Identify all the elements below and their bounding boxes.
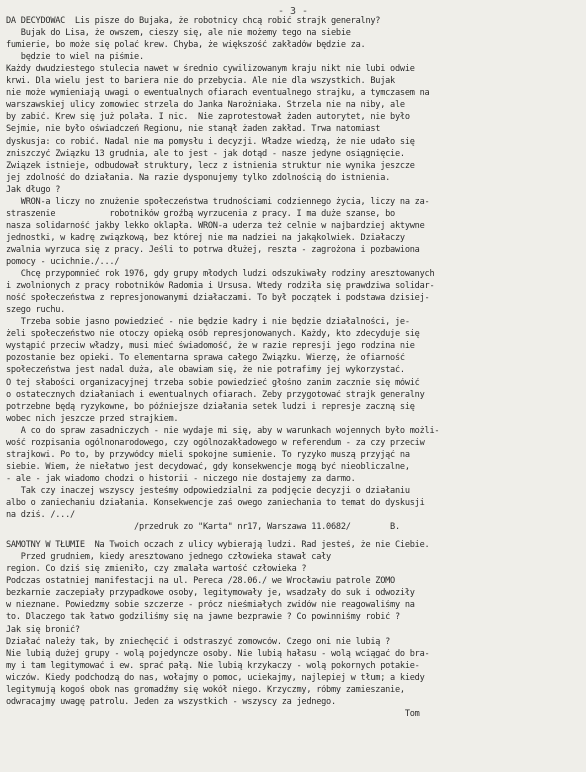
text-line: wość rozpisania ogólnonarodowego, czy ogólnozakładowego w referendum - za czy przeciw [6, 437, 425, 448]
text-line: Chcę przypomnieć rok 1976, gdy grupy młodych ludzi odszukiwały rodziny aresztowanych [6, 269, 435, 280]
text-line: pomocy - ucichnie./.../ [6, 257, 120, 267]
text-line: warszawskiej ulicy zomowiec strzela do Janka Narożniaka. Strzela nie na niby, ale [6, 100, 405, 111]
text-line: wiczów. Kiedy podchodzą do nas, wołajmy o pomoc, uciekajmy, najlepiej w tłum; a kiedy [6, 672, 425, 683]
text-line: my i tam legitymować i ew. sprać pałą. Nie lubią krzykaczy - wolą pokornych potakie- [6, 660, 420, 671]
text-line: szego ruchu. [6, 305, 66, 316]
text-line: O tej słabości organizacyjnej trzeba sobie powiedzieć głośno zanim zacznie się mówić [6, 377, 420, 388]
text-line: Bujak do Lisa, że owszem, cieszy się, ale nie możemy tego na siebie [6, 28, 351, 39]
text-line: Przed grudniem, kiedy aresztowano jednego człowieka stawał cały [6, 552, 331, 563]
text-line: DA DECYDOWAĆ Lis pisze do Bujaka, że robotnicy chcą robić strajk generalny? [6, 16, 381, 26]
text-line: straszenie robotników groźbą wyrzucenia z pracy. I ma duże szanse, bo [6, 208, 395, 219]
text-line: nie może wymieniają uwagi o ewentualnych ofiarach eventualnego strajku, a tymczasem na [6, 88, 430, 99]
text-line: to. Dlaczego tak łatwo godziliśmy się na jawne bezprawie ? Co powinniśmy robić ? [6, 612, 400, 623]
text-line: - ale - jak wiadomo chodzi o historii - niczego nie dostajemy za darmo. [6, 473, 356, 484]
text-line: legitymują kogoś obok nas gromadźmy się wokół niego. Krzyczmy, róbmy zamieszanie, [6, 684, 405, 695]
text-line: zniszczyć Związku 13 grudnia, ale to jest - jak dotąd - nasze jedyne osiągnięcie. [6, 148, 405, 159]
text-line: Sejmie, nie było oświadczeń Regionu, nie stanął żaden zakład. Trwa natomiast [6, 124, 381, 135]
text-line: by zabić. Krew się już polała. I nic. Nie zaprotestował żaden autorytet, nie było [6, 112, 410, 123]
text-line: WRON-a liczy no znużenie społeczeństwa trudnościami codziennego życia, liczy na za- [6, 196, 430, 207]
text-line: żeli społeczeństwo nie otoczy opieką osób represjonowanych. Każdy, kto zdecyduje się [6, 329, 420, 340]
text-line: krwi. Dla wielu jest to bariera nie do przebycia. Ale nie dla wszystkich. Bujak [6, 76, 395, 87]
text-line: pozostanie bez opieki. To elementarna sprawa całego Związku. Wierzę, że ofiarność [6, 353, 405, 364]
text-line: dyskusja: co robić. Nadal nie ma pomysłu i decyzji. Władze wiedzą, że nie udało się [6, 136, 415, 147]
text-line: społeczeństwa jest nadal duża, ale obawiam się, że nie potrafimy jej wykorzystać. [6, 365, 405, 376]
text-line: Związek istnieje, odbudował struktury, lecz z istnienia struktur nie wynika jeszcze [6, 160, 415, 171]
text-line: Podczas ostatniej manifestacji na ul. Pereca /28.06./ we Wrocławiu patrole ZOMO [6, 576, 395, 587]
text-line: nasza solidarność jakby lekko oklapła. WRON-a uderza też celnie w najbardziej aktywne [6, 220, 425, 231]
text-line: bezkarnie zaczepiały przypadkowe osoby, legitymowały je, wsadzały do suk i odwoziły [6, 588, 415, 599]
text-line: Trzeba sobie jasno powiedzieć - nie będzie kadry i nie będzie działalności, je- [6, 317, 410, 328]
text-line: Działać należy tak, by zniechęcić i odstraszyć zomowców. Czego oni nie lubią ? [6, 636, 391, 647]
text-line: wystąpić przeciw władzy, musi mieć świadomość, że w razie represji jego rodzina nie [6, 341, 415, 352]
text-line: albo o zaniechaniu działania. Konsekwencje zaś owego zaniechania to temat do dyskusji [6, 498, 425, 508]
text-line: ność społeczeństwa z represjonowanymi działaczami. To był początek i podstawa dzisiej- [6, 293, 430, 304]
text-line: o ostatecznych działaniach i ewentualnych ofiarach. Żeby przygotować strajk generalny [6, 389, 425, 400]
text-line: fumierie, bo może się polać krew. Chyba, że większość zakładów będzie za. [6, 40, 366, 51]
text-line: Jak się bronić? [6, 624, 80, 635]
text-line: Tak czy inaczej wszyscy jesteśmy odpowiedzialni za podjęcie decyzji o działaniu [6, 485, 410, 496]
text-line: A co do spraw zasadniczych - nie wydaje mi się, aby w warunkach wojennych było możli- [6, 425, 440, 436]
text-line: i zwolnionych z pracy robotników Radomia i Ursusa. Wtedy rodziła się prawdziwa solidar- [6, 281, 435, 292]
text-line: Nie lubią dużej grupy - wolą pojedyncze osoby. Nie lubią hałasu - wolą wciągać do bra- [6, 648, 430, 659]
text-line: w nieznane. Powiedzmy sobie szczerze - prócz nieśmiałych zwidów nie reagowaliśmy na [6, 600, 415, 611]
text-line: Każdy dwudziestego stulecia nawet w średnio cywilizowanym kraju nikt nie lubi odwie [6, 64, 415, 75]
text-line: region. Co dziś się zmieniło, czy zmalała wartość człowieka ? [6, 564, 307, 575]
text-line: siebie. Wiem, że niełatwo jest decydować, gdy konsekwencje mogą być nieobliczalne, [6, 461, 410, 472]
text-line: będzie to wiel na piśmie. [6, 52, 144, 63]
text-line: Tom [6, 708, 420, 719]
text-line: /przedruk zo "Karta" nr17, Warszawa 11.0682/ B. [6, 522, 400, 533]
text-line: wobec nich jeszcze przed strajkiem. [6, 413, 179, 424]
text-line: potrzebne będą ryzykowne, bo późniejsze działania setek ludzi i represje zaczną się [6, 401, 415, 412]
text-line: na dziś. /.../ [6, 510, 75, 521]
text-line: SAMOTNY W TŁUMIE Na Twoich oczach z ulicy wybierają ludzi. Rad jesteś, że nie Ciebie. [6, 540, 430, 551]
text-line: Jak długo ? [6, 184, 61, 195]
text-line: odwracajmy uwagę patrolu. Jeden za wszystkich - wszyscy za jednego. [6, 696, 336, 707]
page-number: - 3 - [277, 6, 309, 17]
text-line: zwalnia wyrzuca się z pracy. Jeśli to potrwa dłużej, reszta - zagrożona i pozbawiona [6, 244, 420, 255]
text-line: jej zdolność do działania. Na razie dysponujemy tylko zdolnością do istnienia. [6, 172, 391, 183]
text-line: strajkowi. Po to, by przywódcy mieli spokojne sumienie. To ryzyko muszą przyjąć na [6, 449, 410, 460]
text-line: jednostki, w kadrę związkową, bez której nie ma nadziei na jakąkolwiek. Działaczy [6, 232, 405, 243]
